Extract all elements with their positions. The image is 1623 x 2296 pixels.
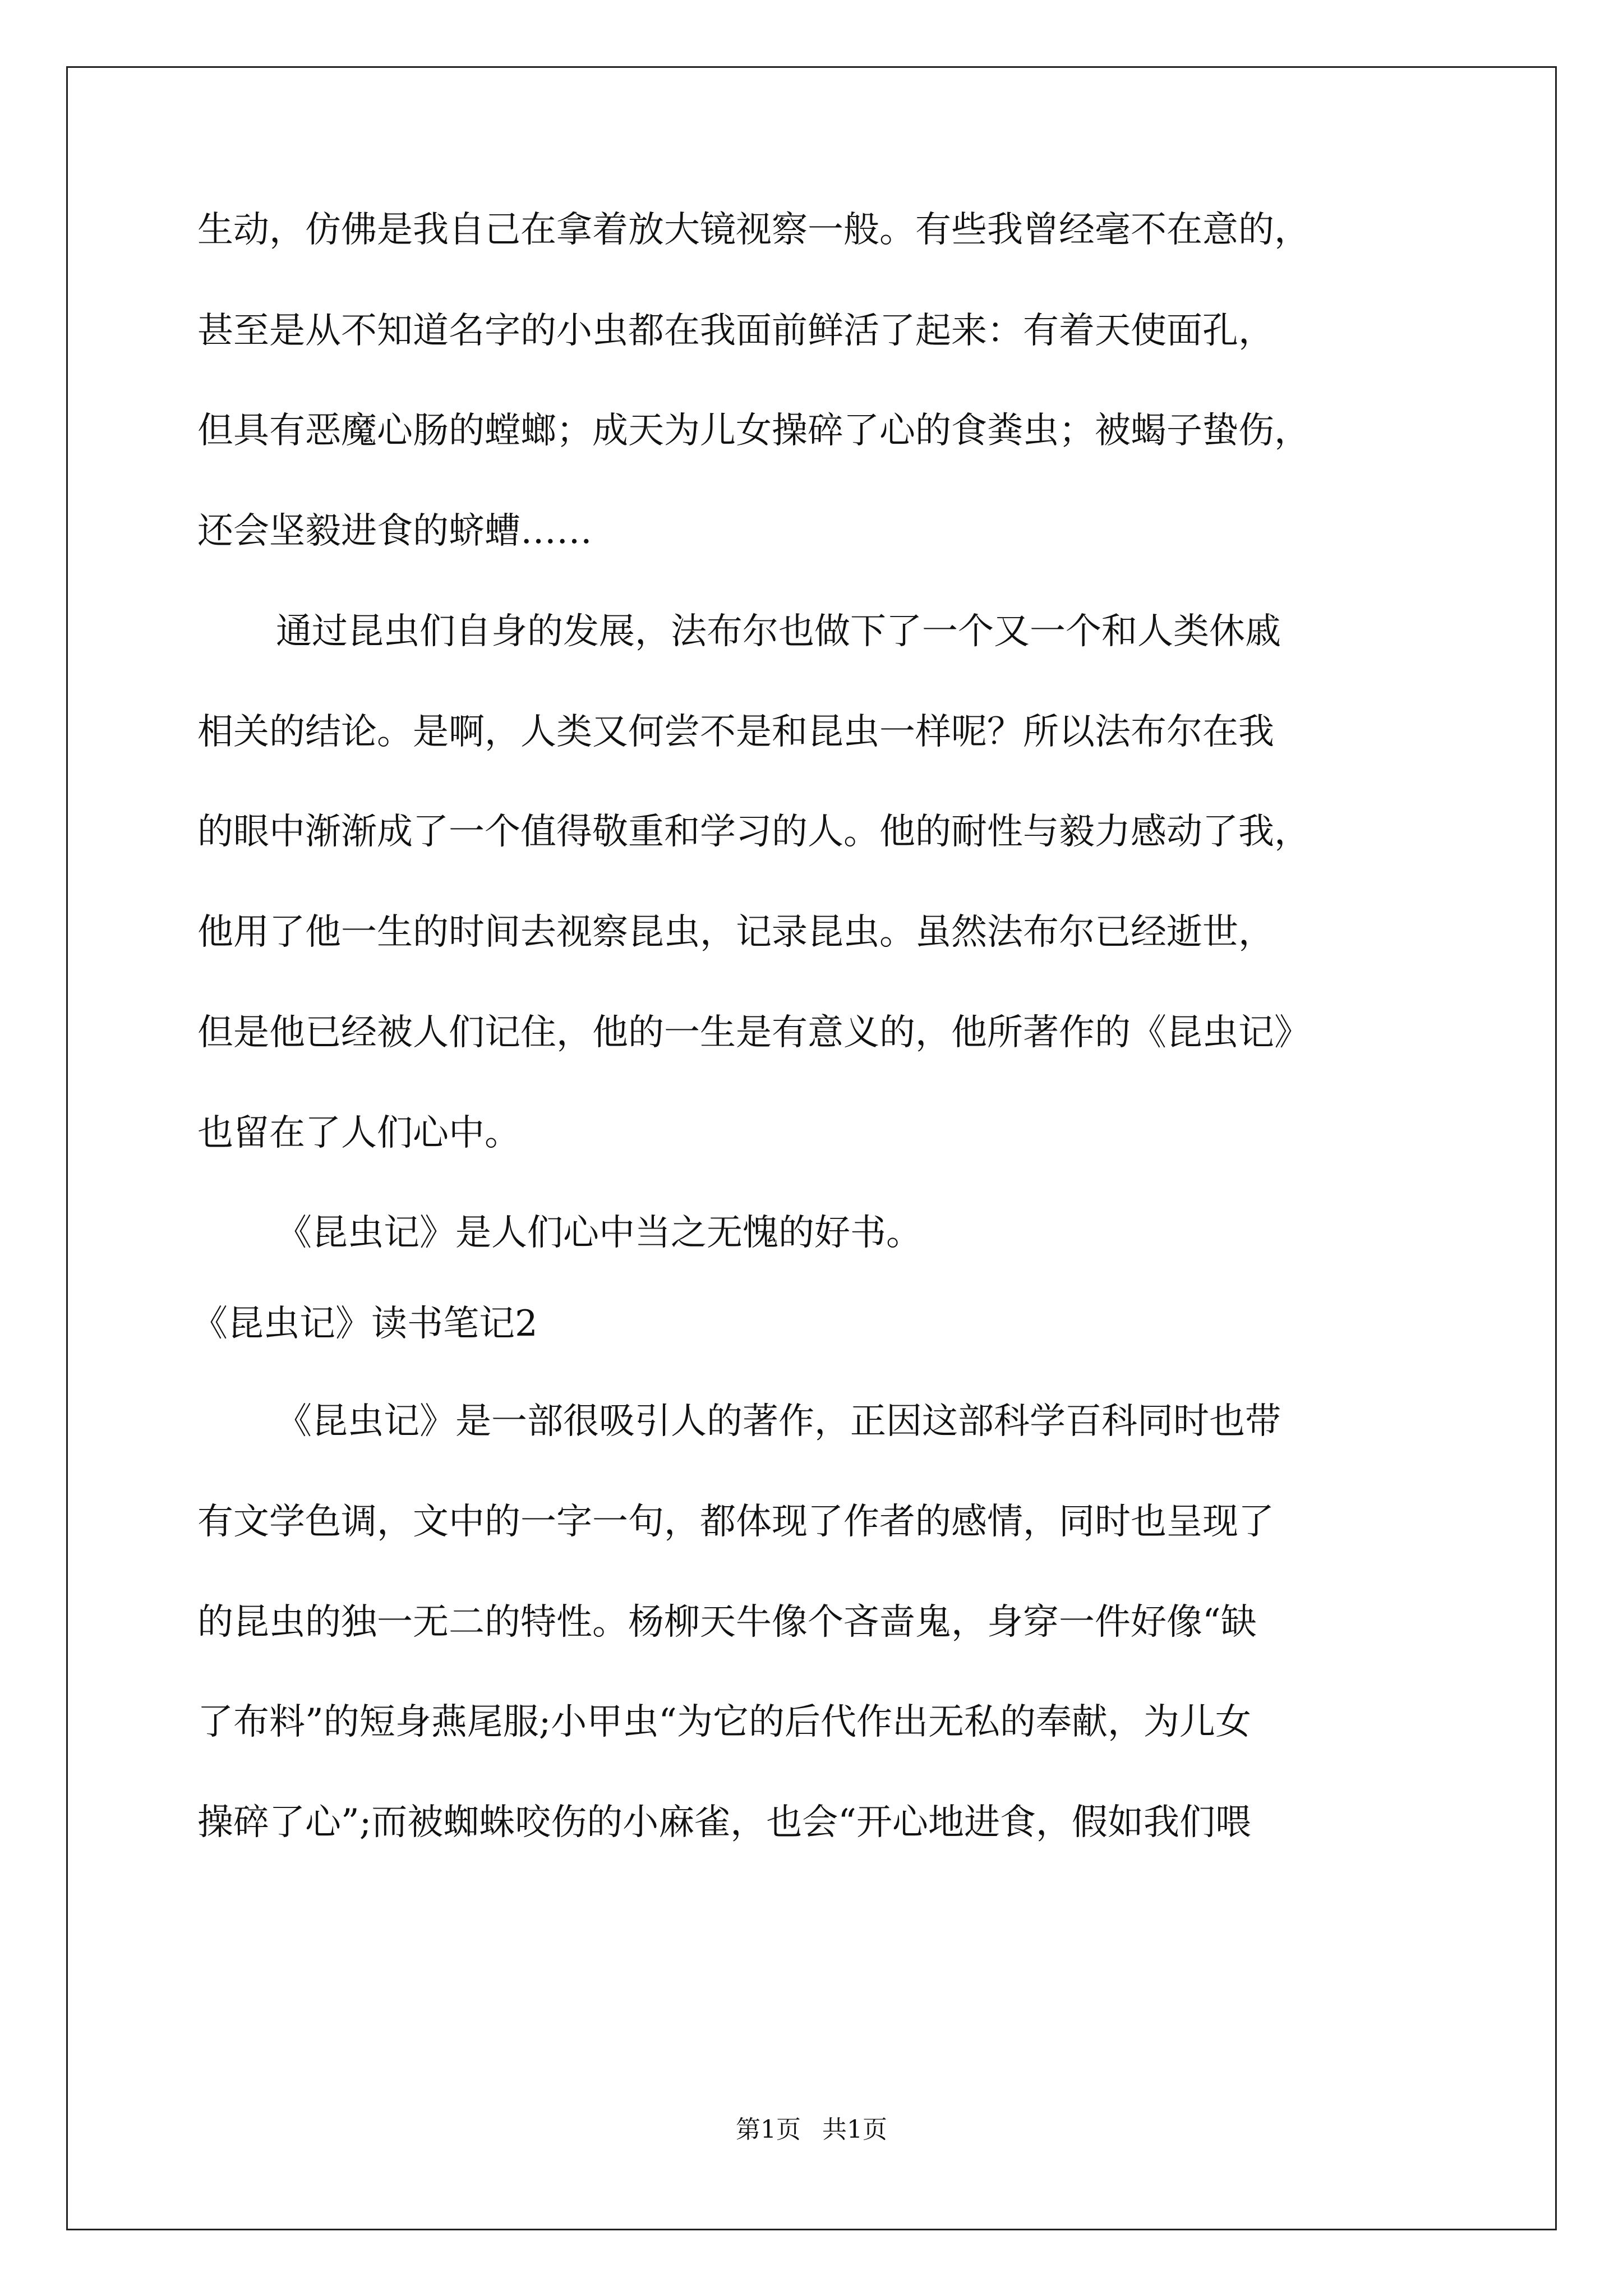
section-heading: 《昆虫记》读书笔记2 <box>192 1303 538 1345</box>
paragraph-start: 通过昆虫们自身的发展，法布尔也做下了一个又一个和人类休戚 <box>276 611 1281 652</box>
text-line: 但具有恶魔心肠的螳螂；成天为儿女操碎了心的食粪虫；被蝎子蛰伤， <box>197 410 1310 452</box>
text-line: 了布料”的短身燕尾服;小甲虫“为它的后代作出无私的奉献，为儿女 <box>197 1701 1251 1743</box>
text-line: 的昆虫的独一无二的特性。杨柳天牛像个吝啬鬼，身穿一件好像“缺 <box>197 1602 1257 1643</box>
text-line: 操碎了心”;而被蜘蛛咬伤的小麻雀，也会“开心地进食，假如我们喂 <box>197 1802 1251 1843</box>
text-line: 甚至是从不知道名字的小虫都在我面前鲜活了起来：有着天使面孔， <box>197 310 1274 352</box>
text-line: 他用了他一生的时间去视察昆虫，记录昆虫。虽然法布尔已经逝世， <box>197 912 1274 953</box>
page-total: 共1页 <box>822 2115 887 2144</box>
text-line: 但是他已经被人们记住，他的一生是有意义的，他所著作的《昆虫记》 <box>197 1012 1310 1053</box>
text-line: 也留在了人们心中。 <box>197 1112 520 1154</box>
page-footer <box>0 2113 1623 2147</box>
page-number: 第1页 <box>736 2115 801 2144</box>
text-line: 有文学色调，文中的一字一句，都体现了作者的感情，同时也呈现了 <box>197 1501 1274 1543</box>
text-line: 相关的结论。是啊，人类又何尝不是和昆虫一样呢？所以法布尔在我 <box>197 711 1274 753</box>
paragraph-start: 《昆虫记》是一部很吸引人的著作，正因这部科学百科同时也带 <box>276 1401 1281 1442</box>
text-line: 的眼中渐渐成了一个值得敬重和学习的人。他的耐性与毅力感动了我， <box>197 811 1310 853</box>
text-line: 还会坚毅进食的蛴螬…… <box>197 510 592 552</box>
paragraph-start: 《昆虫记》是人们心中当之无愧的好书。 <box>276 1212 922 1254</box>
text-line: 生动，仿佛是我自己在拿着放大镜视察一般。有些我曾经毫不在意的， <box>197 209 1310 251</box>
